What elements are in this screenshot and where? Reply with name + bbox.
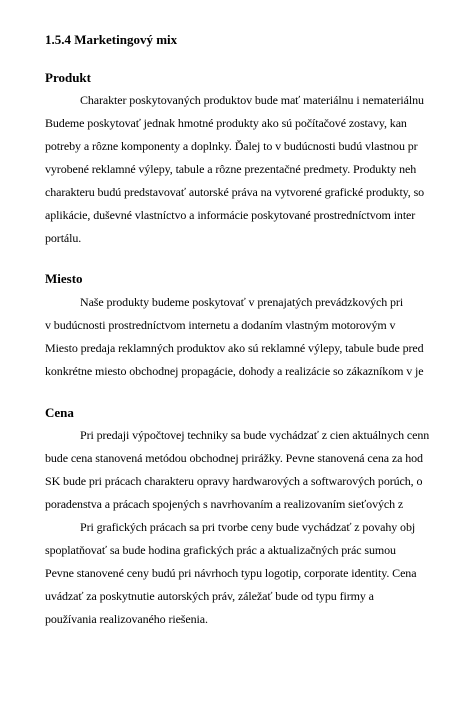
miesto-line-1: Naše produkty budeme poskytovať v prenajatých prevádzkových pri bbox=[80, 295, 404, 309]
cena-line-2: bude cena stanovená metódou obchodnej prirážky. Pevne stanovená cena za hod bbox=[45, 451, 423, 465]
miesto-line-3: Miesto predaja reklamných produktov ako sú reklamné výlepy, tabule bude pred bbox=[45, 341, 424, 355]
cena-line-9: používania realizovaného riešenia. bbox=[45, 612, 208, 626]
cena-line-4: poradenstva a prácach spojených s navrhovaním a realizovaním sieťových z bbox=[45, 497, 404, 511]
cena-line-3: SK bude pri prácach charakteru opravy hardwarových a softwarových porúch, o bbox=[45, 474, 423, 488]
produkt-line-3: potreby a rôzne komponenty a doplnky. Ďalej to v budúcnosti budú vlastnou pr bbox=[45, 139, 418, 153]
cena-line-5: Pri grafických prácach sa pri tvorbe ceny bude vychádzať z povahy obj bbox=[80, 520, 416, 534]
produkt-line-7: portálu. bbox=[45, 231, 82, 245]
produkt-line-1: Charakter poskytovaných produktov bude mať materiálnu i nemateriálnu bbox=[80, 93, 424, 107]
cena-line-7: Pevne stanovené ceny budú pri návrhoch typu logotip, corporate identity. Cena bbox=[45, 566, 417, 580]
cena-line-6: spoplatňovať sa bude hodina grafických prác a aktualizačných prác sumou bbox=[45, 543, 396, 557]
cena-heading: Cena bbox=[45, 405, 74, 420]
produkt-heading: Produkt bbox=[45, 70, 91, 85]
miesto-line-4: konkrétne miesto obchodnej propagácie, dohody a realizácie so zákazníkom v je bbox=[45, 364, 424, 378]
section-title: 1.5.4 Marketingový mix bbox=[45, 32, 178, 47]
produkt-line-4: vyrobené reklamné výlepy, tabule a rôzne prezentačné predmety. Produkty neh bbox=[45, 162, 417, 176]
miesto-line-2: v budúcnosti prostredníctvom internetu a dodaním vlastným motorovým v bbox=[45, 318, 396, 332]
cena-line-1: Pri predaji výpočtovej techniky sa bude vychádzať z cien aktuálnych cenn bbox=[80, 428, 430, 442]
produkt-line-2: Budeme poskytovať jednak hmotné produkty ako sú počítačové zostavy, kan bbox=[45, 116, 407, 130]
miesto-heading: Miesto bbox=[45, 271, 83, 286]
produkt-line-6: aplikácie, duševné vlastníctvo a informácie poskytované prostredníctvom inter bbox=[45, 208, 416, 222]
cena-line-8: uvádzať za poskytnutie autorských práv, záležať bude od typu firmy a bbox=[45, 589, 374, 603]
produkt-line-5: charakteru budú predstavovať autorské práva na vytvorené grafické produkty, so bbox=[45, 185, 425, 199]
